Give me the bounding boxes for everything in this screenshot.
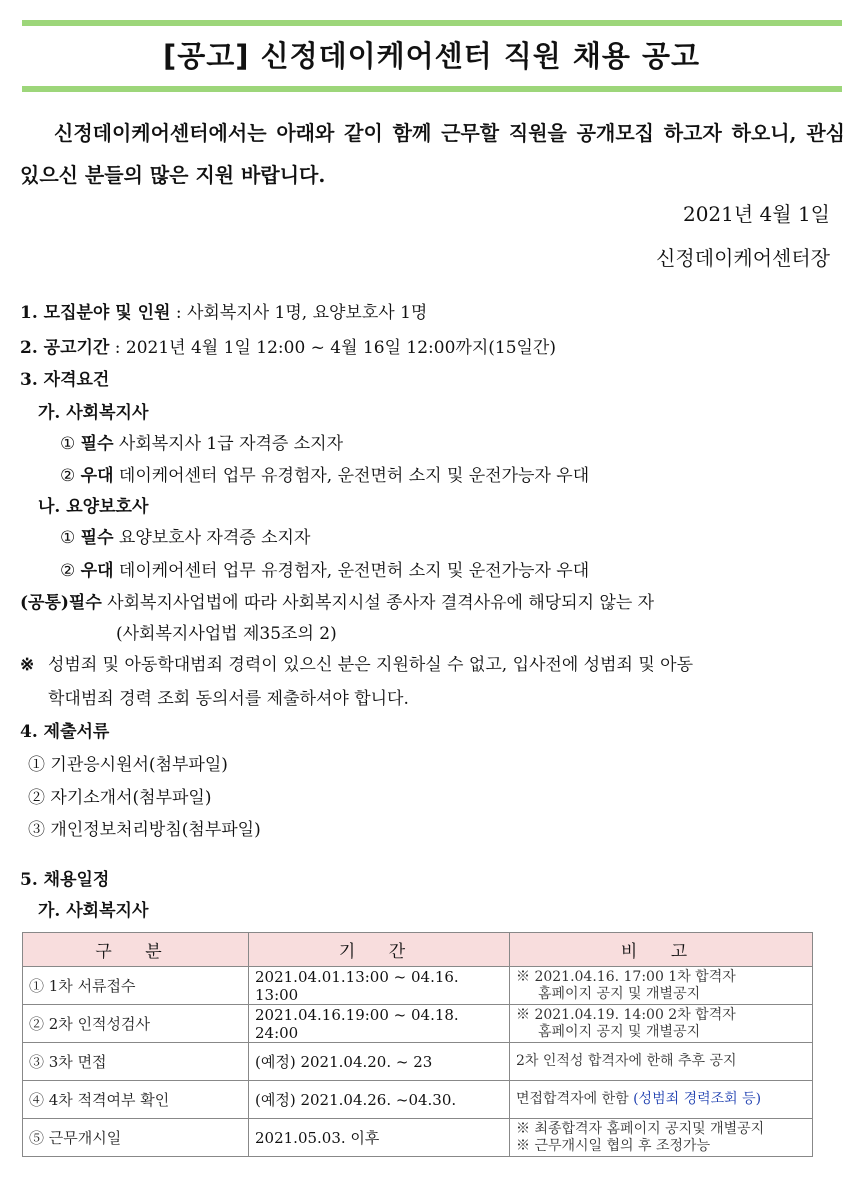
subsection-care-worker: 나. 요양보호사 <box>38 497 149 517</box>
intro-text: 신정데이케어센터에서는 아래와 같이 함께 근무할 직원을 공개모집 하고자 하오니, 관심 있으신 분들의 많은 지원 바랍니다. <box>20 121 845 187</box>
criminal-check-note: (성범죄 경력조회 등) <box>633 1091 762 1107</box>
table-row <box>23 1005 813 1043</box>
qualification-item: ① 필수 요양보호사 자격증 소지자 <box>60 528 311 548</box>
table-row <box>23 1119 813 1157</box>
qualification-item: ② 우대 데이케어센터 업무 유경험자, 운전면허 소지 및 운전가능자 우대 <box>60 466 590 486</box>
top-divider <box>22 20 842 26</box>
intro-paragraph <box>20 112 845 196</box>
table-header-row <box>23 933 813 967</box>
step-cell: ⑤ 근무개시일 <box>23 1119 249 1157</box>
section-text: : 2021년 4월 1일 12:00 ~ 4월 16일 12:00까지(15일간) <box>109 338 556 358</box>
subsection-schedule-social-worker: 가. 사회복지사 <box>38 901 149 921</box>
document-item: ③ 개인정보처리방침(첨부파일) <box>28 820 261 840</box>
section-recruitment <box>20 302 427 324</box>
section-schedule: 5. 채용일정 <box>20 870 110 890</box>
section-label: 1. 모집분야 및 인원 <box>20 303 171 323</box>
step-cell: ① 1차 서류접수 <box>23 967 249 1005</box>
common-requirement-reference: (사회복지사업법 제35조의 2) <box>116 624 337 644</box>
document-item: ① 기관응시원서(첨부파일) <box>28 755 228 775</box>
period-cell: 2021.04.01.13:00 ~ 04.16. 13:00 <box>249 967 510 1005</box>
period-cell: (예정) 2021.04.20. ~ 23 <box>249 1043 510 1081</box>
document-item: ② 자기소개서(첨부파일) <box>28 788 212 808</box>
step-cell: ③ 3차 면접 <box>23 1043 249 1081</box>
remark-cell: ※ 최종합격자 홈페이지 공지및 개별공지 ※ 근무개시일 협의 후 조정가능 <box>510 1119 813 1157</box>
note-mark: ※ <box>20 655 35 675</box>
remark-cell: 면접합격자에 한함 (성범죄 경력조회 등) <box>510 1081 813 1119</box>
remark-cell: ※ 2021.04.16. 17:00 1차 합격자 홈페이지 공지 및 개별공지 <box>510 967 813 1005</box>
remark-cell: ※ 2021.04.19. 14:00 2차 합격자 홈페이지 공지 및 개별공지 <box>510 1005 813 1043</box>
period-cell: 2021.04.16.19:00 ~ 04.18. 24:00 <box>249 1005 510 1043</box>
section-text: : 사회복지사 1명, 요양보호사 1명 <box>170 303 428 323</box>
table-row <box>23 1043 813 1081</box>
notice-note: ※ 성범죄 및 아동학대범죄 경력이 있으신 분은 지원하실 수 없고, 입사전에 성범죄 및 아동 학대범죄 경력 조회 동의서를 제출하셔야 합니다. <box>20 648 843 716</box>
qualification-item: ① 필수 사회복지사 1급 자격증 소지자 <box>60 434 344 454</box>
page-title: [공고] 신정데이케어센터 직원 채용 공고 <box>162 39 701 73</box>
table-row <box>23 967 813 1005</box>
qualification-item: ② 우대 데이케어센터 업무 유경험자, 운전면허 소지 및 운전가능자 우대 <box>60 561 590 581</box>
step-cell: ④ 4차 적격여부 확인 <box>23 1081 249 1119</box>
section-qualifications: 3. 자격요건 <box>20 370 110 390</box>
title-divider <box>22 86 842 92</box>
table-row <box>23 1081 813 1119</box>
section-documents: 4. 제출서류 <box>20 722 110 742</box>
subsection-social-worker: 가. 사회복지사 <box>38 403 149 423</box>
period-cell: 2021.05.03. 이후 <box>249 1119 510 1157</box>
announcement-date: 2021년 4월 1일 <box>682 202 830 226</box>
step-cell: ② 2차 인적성검사 <box>23 1005 249 1043</box>
remark-cell: 2차 인적성 합격자에 한해 추후 공지 <box>510 1043 813 1081</box>
section-label: 2. 공고기간 <box>20 338 110 358</box>
column-header: 비 고 <box>510 933 813 967</box>
period-cell: (예정) 2021.04.26. ~04.30. <box>249 1081 510 1119</box>
section-period <box>20 337 556 359</box>
common-requirement: (공통)필수 사회복지사업법에 따라 사회복지시설 종사자 결격사유에 해당되지 않는 자 <box>20 593 655 613</box>
column-header: 기 간 <box>249 933 510 967</box>
schedule-table <box>22 932 813 1157</box>
organization-signature: 신정데이케어센터장 <box>656 246 830 270</box>
column-header: 구 분 <box>23 933 249 967</box>
